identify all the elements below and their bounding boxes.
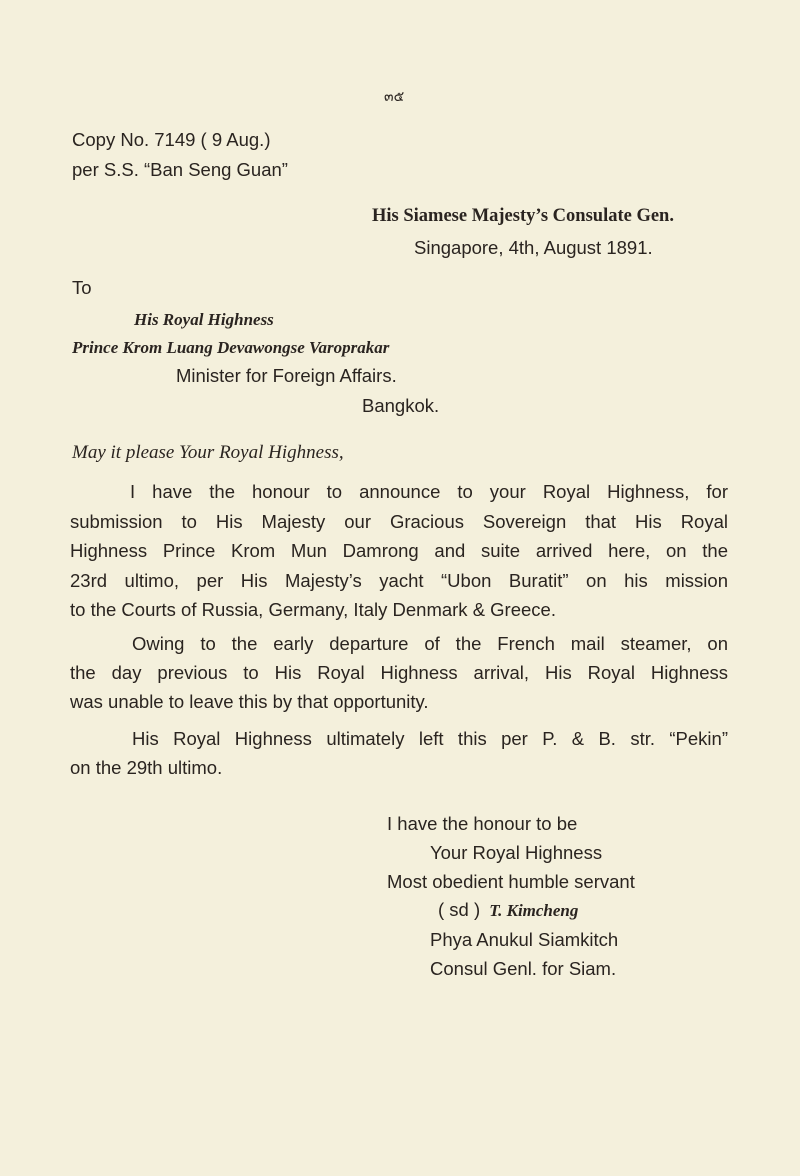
- signature-name: T. Kimcheng: [489, 901, 579, 920]
- closing-line-3: Most obedient humble servant: [387, 871, 635, 892]
- signatory-name: Phya Anukul Siamkitch: [430, 929, 619, 950]
- paragraph-1-line-4: 23rd ultimo, per His Majesty’s yacht “Ubon Buratit” on his mission: [70, 570, 728, 591]
- paragraph-2-line-1: Owing to the early departure of the French mail steamer, on: [132, 633, 728, 654]
- consulate-name: His Siamese Majesty’s Consulate Gen.: [372, 206, 674, 226]
- signature-sd: ( sd ): [438, 899, 481, 920]
- paragraph-2-line-3: was unable to leave this by that opportunity.: [70, 691, 429, 712]
- paragraph-3-line-2: on the 29th ultimo.: [70, 757, 223, 778]
- paragraph-1-line-1: I have the honour to announce to your Royal Highness, for: [130, 481, 728, 502]
- ship-reference: per S.S. “Ban Seng Guan”: [72, 159, 288, 180]
- paragraph-1-line-2: submission to His Majesty our Gracious Sovereign that His Royal: [70, 511, 728, 532]
- paragraph-1-line-5: to the Courts of Russia, Germany, Italy Denmark & Greece.: [70, 599, 556, 620]
- copy-number: Copy No. 7149 ( 9 Aug.): [72, 129, 271, 150]
- paragraph-1-line-3: Highness Prince Krom Mun Damrong and suite arrived here, on the: [70, 540, 728, 561]
- closing-line-1: I have the honour to be: [387, 813, 578, 834]
- paragraph-2-line-2: the day previous to His Royal Highness arrival, His Royal Highness: [70, 662, 728, 683]
- place-and-date: Singapore, 4th, August 1891.: [414, 237, 653, 258]
- signatory-title: Consul Genl. for Siam.: [430, 958, 617, 979]
- page-number: ๓๕: [384, 89, 405, 105]
- salutation: May it please Your Royal Highness,: [72, 442, 344, 463]
- to-label: To: [72, 277, 92, 298]
- closing-line-2: Your Royal Highness: [430, 842, 603, 863]
- recipient-city: Bangkok.: [362, 395, 440, 416]
- signature-line: [438, 898, 578, 923]
- recipient-title: His Royal Highness: [134, 310, 274, 329]
- recipient-name: Prince Krom Luang Devawongse Varoprakar: [72, 338, 390, 357]
- recipient-position: Minister for Foreign Affairs.: [176, 365, 397, 386]
- paragraph-3-line-1: His Royal Highness ultimately left this per P. & B. str. “Pekin”: [132, 728, 728, 749]
